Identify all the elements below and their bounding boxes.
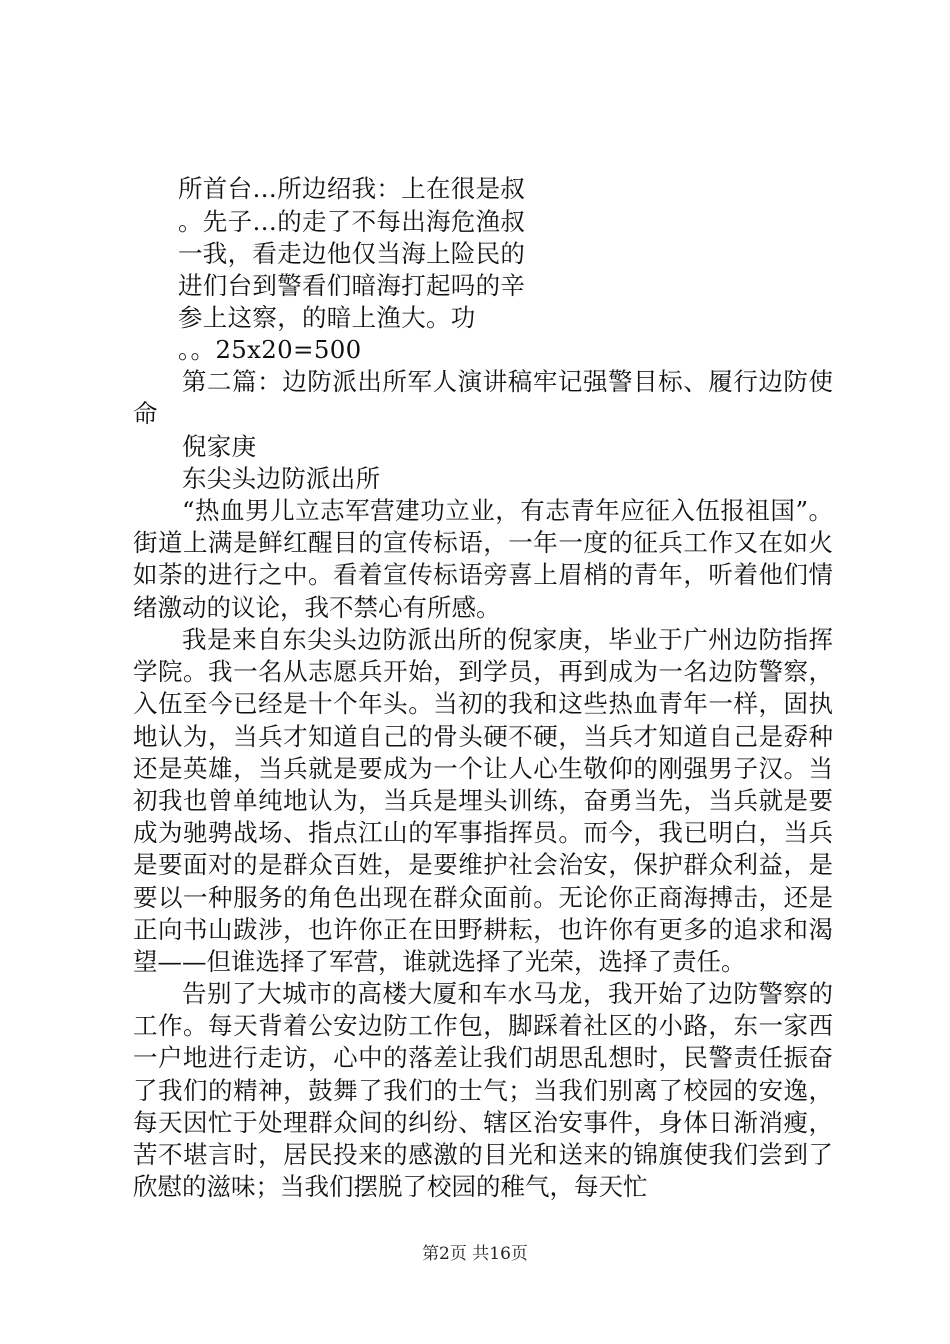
section-heading: 第二篇：边防派出所军人演讲稿牢记强警目标、履行边防使命 — [133, 367, 833, 429]
grid-line-4: 进们台到警看们暗海打起吗的辛 — [178, 271, 526, 300]
paragraph-1: “热血男儿立志军营建功立业，有志青年应征入伍报祖国”。街道上满是鲜红醒目的宣传标语，一年一度的征兵工作又在如火如荼的进行之中。看着宣传标语旁喜上眉梢的青年，听着他们情绪激动的议论，我不禁心有所感。 — [133, 496, 833, 622]
page-footer: 第2页 共16页 — [422, 1244, 528, 1264]
grid-line-3: 一我，看走边他仅当海上险民的 — [178, 239, 526, 268]
author-name: 倪家庚 — [182, 432, 257, 461]
paragraph-3: 告别了大城市的高楼大厦和车水马龙，我开始了边防警察的工作。每天背着公安边防工作包，脚踩着社区的小路，东一家西一户地进行走访，心中的落差让我们胡思乱想时，民警责任振奋了我们的精神，鼓舞了我们的士气；当我们别离了校园的安逸，每天因忙于处理群众间的纠纷、辖区治安事件，身体日渐消瘦，苦不堪言时，居民投来的感激的目光和送来的锦旗使我们尝到了欣慰的滋味；当我们摆脱了校园的稚气，每天忙 — [133, 979, 833, 1202]
grid-line-2: 。先子…的走了不每出海危渔叔 — [178, 207, 526, 236]
grid-line-5: 参上这察，的暗上渔大。功 — [178, 303, 476, 332]
paragraph-2: 我是来自东尖头边防派出所的倪家庚，毕业于广州边防指挥学院。我一名从志愿兵开始，到学员，再到成为一名边防警察，入伍至今已经是十个年头。当初的我和这些热血青年一样，固执地认为，当兵才知道自己的骨头硬不硬，当兵才知道自己是孬种还是英雄，当兵就是要成为一个让人心生敬仰的刚强男子汉。当初我也曾单纯地认为，当兵是埋头训练，奋勇当先，当兵就是要成为驰骋战场、指点江山的军事指挥员。而今，我已明白，当兵是要面对的是群众百姓，是要维护社会治安，保护群众利益，是要以一种服务的角色出现在群众面前。无论你正商海搏击，还是正向书山跋涉，也许你正在田野耕耘，也许你有更多的追求和渴望——但谁选择了军营，谁就选择了光荣，选择了责任。 — [133, 625, 833, 977]
unit-name: 东尖头边防派出所 — [182, 464, 381, 493]
grid-line-1: 所首台…所边绍我：上在很是叔 — [178, 174, 526, 203]
grid-line-6: 。。25x20=500 — [178, 335, 362, 364]
